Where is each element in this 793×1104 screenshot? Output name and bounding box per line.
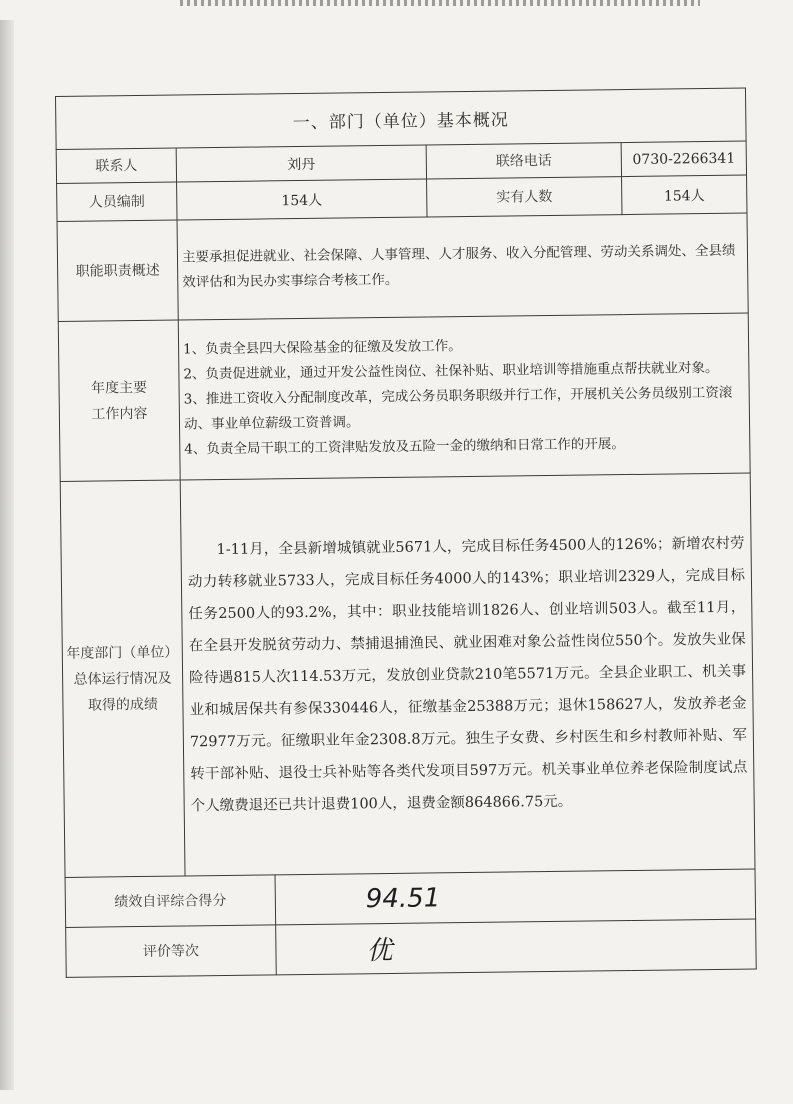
annual-work-item: 4、负责全局干职工的工资津贴发放及五险一金的缴纳和日常工作的开展。 [184,436,625,458]
performance-label [60,480,185,877]
staff-quota-value: 154人 [177,179,427,220]
performance-label-line3: 取得的成绩 [87,696,159,714]
performance-label-line1: 年度部门（单位） [66,644,179,662]
department-overview-form [55,88,756,976]
self-score-label: 绩效自评综合得分 [65,875,276,928]
scan-edge-top [180,0,700,6]
annual-work-item: 1、负责全县四大保险基金的征缴及发放工作。 [183,338,462,358]
performance-text [180,473,755,876]
grade-value: 优 [276,919,757,975]
annual-work-item: 2、负责促进就业，通过开发公益性岗位、社保补贴、职业培训等措施重点帮扶就业对象。 [183,359,719,383]
grade-label: 评价等次 [66,925,277,978]
annual-work-item: 3、推进工资收入分配制度改革，完成公务员职务职级并行工作，开展机关公务员级别工资滚动、事业单位薪级工资普调。 [183,384,733,433]
contact-value: 刘丹 [176,145,426,182]
phone-value: 0730-2266341 [621,141,746,177]
actual-staff-label: 实有人数 [427,177,622,217]
actual-staff-value: 154人 [622,175,748,215]
staff-quota-label: 人员编制 [57,182,177,221]
duties-label: 职能职责概述 [57,220,178,321]
performance-paragraph: 1-11月，全县新增城镇就业5671人，完成目标任务4500人的126%；新增农村劳动力转移就业5733人，完成目标任务4000人的143%；职业培训2329人，完成目标任务2500人的93.2%，其中：职业技能培训1826人、创业培训503人。截至11月，在全县开发脱贫劳动力、禁捕退捕渔民、就业困难对象公益性岗位550个。发放失业保险待遇815人次114.53万元，发放创业贷款210笔5571万元。全县企业职工、机关事业和城居保共有参保330446人，征缴基金25388万元；退休158627人，发放养老金72977万元。征缴职业年金2308.8万元。独生子女费、乡村医生和乡村教师补贴、军转干部补贴、退役士兵补贴等各类代发项目597万元。机关事业单位养老保险制度试点个人缴费退还已共计退费100人，退费金额864866.75元。 [187,535,748,814]
scan-edge-left [0,20,14,1090]
performance-label-line2: 总体运行情况及 [73,670,172,688]
overview-table [55,88,757,978]
duties-text: 主要承担促进就业、社会保障、人事管理、人才服务、收入分配管理、劳动关系调处、全县绩效评估和为民办实事综合考核工作。 [177,213,748,320]
self-score-value: 94.51 [275,869,756,925]
annual-work-label-line2: 工作内容 [91,405,148,423]
contact-label: 联系人 [56,148,176,183]
annual-work-label-line1: 年度主要 [90,379,148,397]
phone-label: 联络电话 [426,143,621,179]
annual-work-label [58,320,180,481]
annual-work-list [178,313,750,480]
form-title: 一、部门（单位）基本概况 [56,88,747,149]
